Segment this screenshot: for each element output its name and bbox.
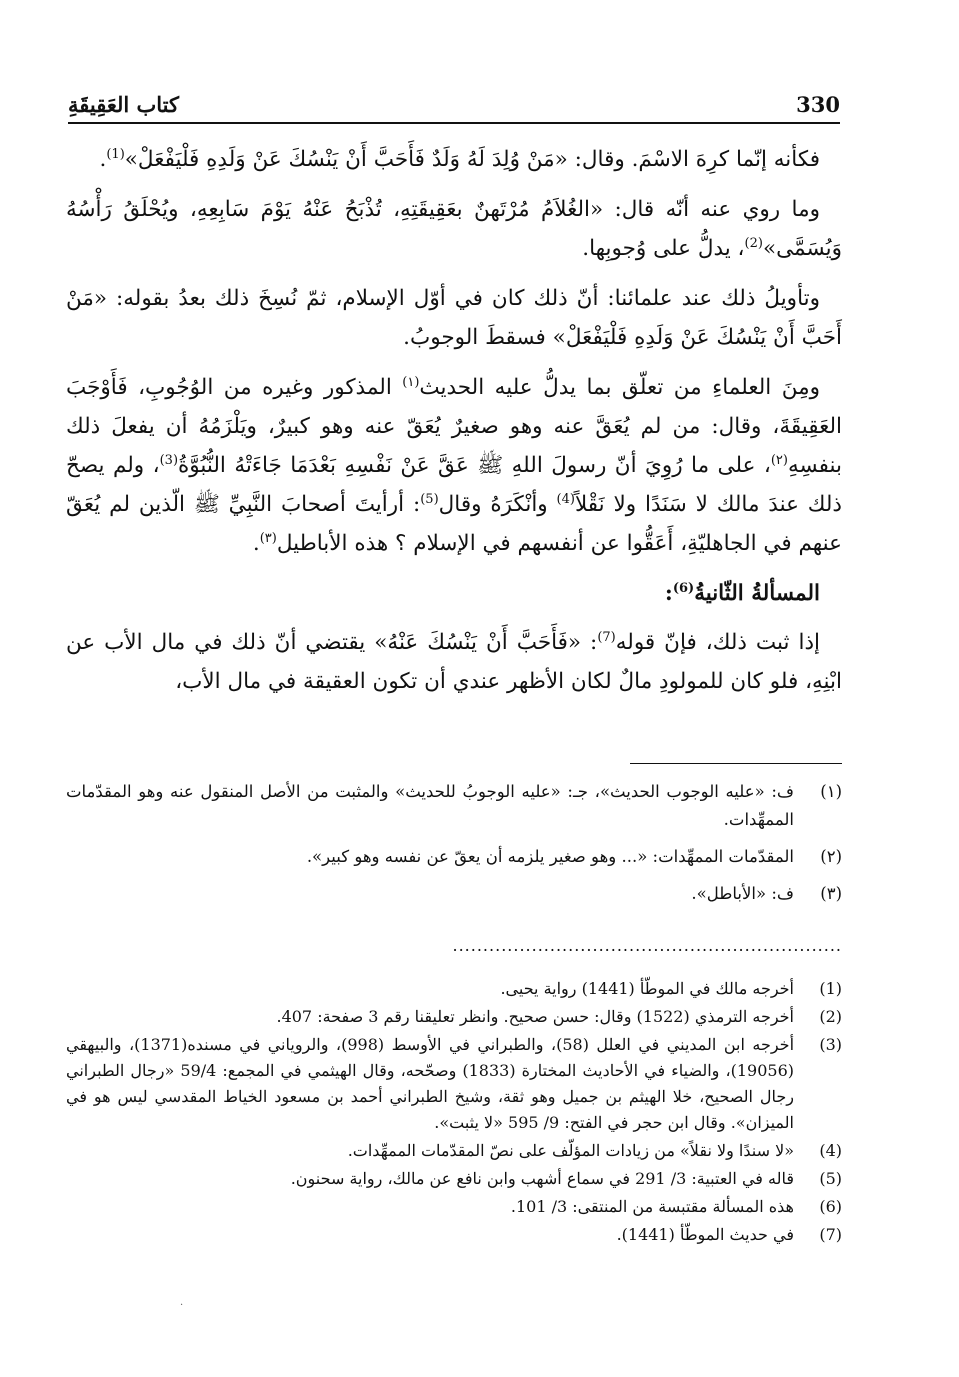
paragraph-1: فكأنه إنّما كرِهَ الاسْمَ. وقال: «مَنْ وُلِدَ لَهُ وَلَدٌ فَأَحَبَّ أَنْ يَنْسُكَ عَنْ وَلَدِهِ فَلْيَفْعَلْ»$^{(1)}$. [99, 146, 820, 172]
footnote-ref: (١) [402, 374, 420, 390]
paragraph-3: وتأويلُ ذلك عند علمائنا: أنّ ذلك كان في أوّل الإسلام، ثمّ نُسِخَ ذلك بعدُ بقوله: «مَنْ أَحَبَّ أَنْ يَنْسُكَ عَنْ وَلَدِهِ فَلْيَفْعَلْ» فسقطَ الوجوبُ. [66, 286, 842, 350]
book-title: كتاب العَقِيقَةِ [68, 92, 180, 117]
footnote-ref: (1) [106, 146, 125, 162]
footnote: (3) أخرجه ابن المديني في العلل (58)، والطبراني في الأوسط (998)، والروياني في مسنده(1371)، والبيهقي (19056)، والضياء في الأحاديث المختارة (1833) وصحّحه، وقال الهيثمي في المجمع: 59/4 «رجال الطبراني رجال الصحيح، خلا الهيثم بن جميل وهو ثقة، وشيخ الطبراني أحمد بن مسعود الخياط المقدسي ليس هو في الميزان». وقال ابن حجر في الفتح: 9/ 595 «لا يثبت». [66, 1035, 842, 1132]
footnote-ref: (5) [420, 491, 439, 507]
footnote-ref: (2) [744, 235, 763, 251]
footnote: (4) «لا سندًا ولا نقلاً» من زيادات المؤلّف على نصّ المقدّمات الممهِّدات. [347, 1141, 842, 1160]
paragraph-4: ومِنَ العلماءِ من تعلّق بما يدلُّ عليه الحديث$^{(١)}$ المذكور وغيره من الوُجُوبِ، فَأَوْجَبَ العَقِيقَةَ، وقال: من لم يُعَقَّ عنه وهو صغيرٌ يُعَقّ عنه وهو كبيرٌ، ويَلْزَمُهُ أن يفعلَ ذلك بنفسِهِ$^{(٢)}$، على ما رُوِيَ أنّ رسولَ اللهِ ﷺ عَقَّ عَنْ نَفْسِهِ بَعْدَمَا جَاءَتْهُ النُّبُوَّةُ$^{(3)}$، ولم يصحّ ذلك عندَ مالك لا سَنَدًا ولا نَقْلاً$^{(4)}$ وأنْكَرَهُ وقال$^{(5)}$: أرأيتَ أصحابَ النَّبِيِّ ﷺ الّذين لم يُعَقّ عنهم في الجاهليّةِ، أَعَقُّوا عن أنفسهم في الإسلام ؟ هذه الأباطيل$^{(٣)}$. [66, 374, 843, 556]
dotted-separator: ................................................................ [452, 936, 842, 955]
footnote: (7) في حديث الموطّأ (1441). [616, 1225, 842, 1244]
footnote: (2) أخرجه الترمذي (1522) وقال: حسن صحيح. وانظر تعليقنا رقم 3 صفحة: 407. [276, 1007, 842, 1026]
section-heading: المسألةُ الثّانيةُ$^{(6)}$: [664, 580, 820, 606]
page-number: 330 [796, 92, 840, 117]
footnote: (5) قاله في العتبية: 3/ 291 في سماع أشهب وابن نافع عن مالك، رواية سحنون. [290, 1169, 842, 1188]
footnote: (١) ف: «عليه الوجوب الحديث»، جـ: «عليه الوجوبُ للحديث» والمثبت من الأصل المنقول عنه وهو المقدّمات الممهِّدات. [66, 782, 842, 829]
footnote: (6) هذه المسألة مقتبسة من المنتقى: 3/ 101. [510, 1197, 842, 1216]
footnote-ref: (3) [159, 452, 179, 468]
source-footnotes [66, 976, 842, 1250]
footnote-ref: (٢) [770, 452, 788, 468]
stray-mark: · [180, 1300, 184, 1311]
footnote-ref: (6) [672, 580, 695, 596]
footnote: (٢) المقدّمات الممهِّدات: «... وهو صغير يلزمه أن يعقّ عن نفسه وهو كبير». [306, 847, 842, 866]
main-text [66, 140, 842, 712]
footnote-ref: (7) [597, 629, 616, 645]
variant-footnotes [66, 778, 842, 917]
footnote: (1) أخرجه مالك في الموطّأ (1441) رواية يحيى. [500, 979, 842, 998]
footnote-ref: (٣) [259, 530, 277, 546]
footnote-ref: (4) [556, 491, 575, 507]
running-header [68, 88, 840, 124]
footnote: (٣) ف: «الأباطل». [691, 884, 842, 903]
paragraph-2: وما روي عنه أنّه قال: «الغُلاَمُ مُرْتَهنٌ بعَقِيقَتِهِ، تُذْبَحُ عَنْهُ يَوْمَ سَابِعِهِ، ويُحْلَقُ رَأْسُهُ وَيُسَمَّى»$^{(2)}$، يدلُّ على وُجوبِها. [66, 197, 842, 261]
footnote-divider [630, 763, 842, 764]
paragraph-5: إذا ثبت ذلك، فإنّ قوله$^{(7)}$: «فَأَحَبَّ أَنْ يَنْسُكَ عَنْهُ» يقتضي أنّ ذلك في مال الأب عن ابْنِهِ، فلو كان للمولودِ مالٌ لكان الأظهر عندي أن تكون العقيقة في مال الأب، [66, 629, 842, 694]
